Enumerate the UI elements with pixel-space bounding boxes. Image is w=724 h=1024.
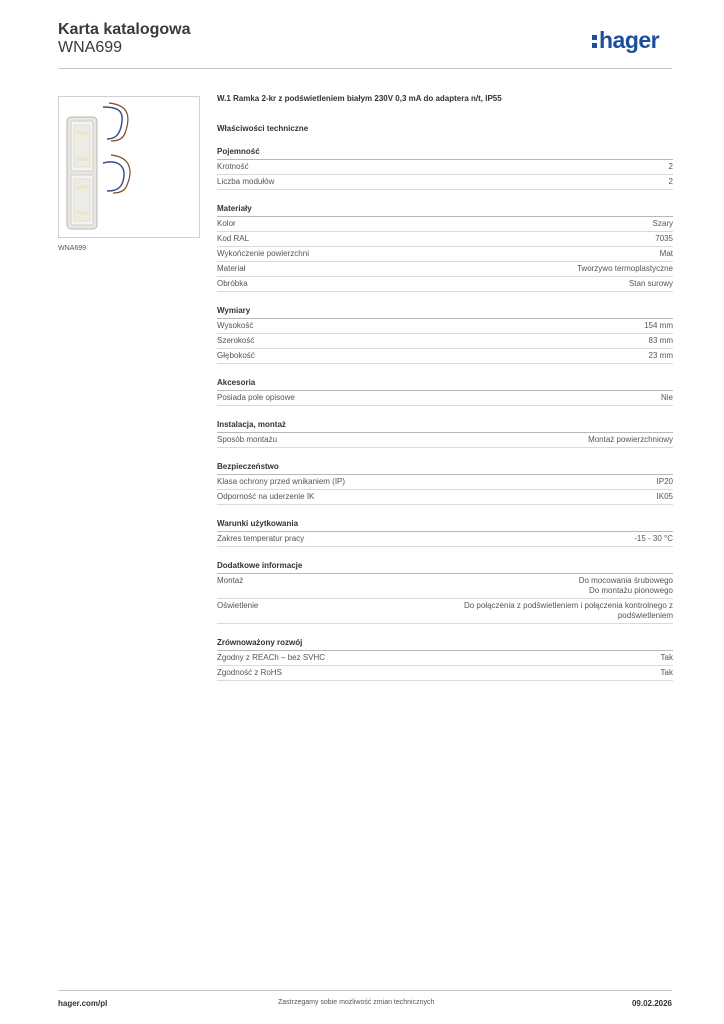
spec-value xyxy=(661,393,673,403)
spec-section xyxy=(217,560,673,624)
spec-row xyxy=(217,349,673,364)
spec-sections xyxy=(217,146,673,681)
product-image xyxy=(58,96,200,238)
section-heading: Materiały xyxy=(217,203,673,217)
spec-label: Kolor xyxy=(217,219,236,228)
spec-row xyxy=(217,217,673,232)
spec-row xyxy=(217,651,673,666)
spec-label: Wysokość xyxy=(217,321,254,330)
spec-section xyxy=(217,305,673,364)
spec-value xyxy=(661,653,673,663)
spec-section xyxy=(217,518,673,547)
section-heading: Pojemność xyxy=(217,146,673,160)
header-product-code: WNA699 xyxy=(58,39,123,56)
spec-label: Wykończenie powierzchni xyxy=(217,249,309,258)
spec-value xyxy=(649,351,673,361)
spec-label: Kod RAL xyxy=(217,234,250,243)
spec-section xyxy=(217,637,673,681)
spec-value xyxy=(579,576,673,596)
spec-value-line: -15 - 30 °C xyxy=(634,534,673,543)
spec-value-line: Tworzywo termoplastyczne xyxy=(576,264,673,273)
section-heading: Instalacja, montaż xyxy=(217,419,673,433)
spec-value-line: 2 xyxy=(668,177,673,186)
section-heading: Dodatkowe informacje xyxy=(217,560,673,574)
spec-value xyxy=(655,234,673,244)
spec-section xyxy=(217,419,673,448)
spec-value-line: Szary xyxy=(652,219,673,228)
spec-value-line: Do mocowania śrubowego xyxy=(578,576,673,585)
section-heading: Warunki użytkowania xyxy=(217,518,673,532)
spec-label: Zgodny z REACh – bez SVHC xyxy=(217,653,326,662)
spec-value xyxy=(634,534,673,544)
spec-value xyxy=(644,321,673,331)
spec-row xyxy=(217,532,673,547)
section-heading: Bezpieczeństwo xyxy=(217,461,673,475)
section-heading: Wymiary xyxy=(217,305,673,319)
tech-heading: Właściwości techniczne xyxy=(217,124,309,133)
spec-value-line: Do połączenia z podświetleniem i połączenia kontrolnego z xyxy=(463,601,673,610)
spec-row xyxy=(217,391,673,406)
spec-row xyxy=(217,160,673,175)
spec-value-line: Mat xyxy=(659,249,673,258)
spec-row xyxy=(217,319,673,334)
spec-value xyxy=(649,336,673,346)
product-title: W.1 Ramka 2-kr z podświetleniem białym 230V 0,3 mA do adaptera n/t, IP55 xyxy=(217,94,502,103)
footer-website[interactable]: hager.com/pl xyxy=(58,999,108,1008)
spec-value-line: Nie xyxy=(660,393,673,402)
spec-value xyxy=(629,279,673,289)
spec-label: Klasa ochrony przed wnikaniem (IP) xyxy=(217,477,346,486)
logo-dots-icon xyxy=(592,31,598,49)
spec-value xyxy=(669,162,673,172)
spec-value-line: Montaż powierzchniowy xyxy=(588,435,673,444)
spec-label: Montaż xyxy=(217,576,244,585)
spec-value-line: Tak xyxy=(660,653,673,662)
spec-value xyxy=(657,492,673,502)
spec-label: Materiał xyxy=(217,264,246,273)
spec-value-line: podświetleniem xyxy=(617,611,673,620)
hager-logo xyxy=(592,27,659,54)
spec-value-line: IK05 xyxy=(656,492,673,501)
footer-divider xyxy=(58,990,672,991)
spec-value xyxy=(588,435,673,445)
section-heading: Zrównoważony rozwój xyxy=(217,637,673,651)
spec-value xyxy=(464,601,673,621)
spec-section xyxy=(217,461,673,505)
section-heading: Akcesoria xyxy=(217,377,673,391)
spec-row xyxy=(217,433,673,448)
spec-row xyxy=(217,175,673,190)
logo-text: hager xyxy=(599,27,660,53)
frame-product-icon xyxy=(59,97,199,237)
spec-row xyxy=(217,334,673,349)
spec-label: Obróbka xyxy=(217,279,248,288)
spec-value xyxy=(669,177,673,187)
footer-disclaimer: Zastrzegamy sobie możliwość zmian technicznych xyxy=(278,999,435,1006)
spec-row xyxy=(217,262,673,277)
spec-value xyxy=(661,668,673,678)
spec-value-line: 83 mm xyxy=(648,336,673,345)
spec-value xyxy=(653,219,673,229)
spec-row xyxy=(217,277,673,292)
spec-row xyxy=(217,574,673,599)
spec-label: Odporność na uderzenie IK xyxy=(217,492,315,501)
spec-value-line: Tak xyxy=(660,668,673,677)
spec-row xyxy=(217,475,673,490)
spec-section xyxy=(217,203,673,292)
spec-row xyxy=(217,666,673,681)
spec-row xyxy=(217,490,673,505)
spec-row xyxy=(217,247,673,262)
spec-label: Szerokość xyxy=(217,336,255,345)
spec-value xyxy=(660,249,673,259)
spec-section xyxy=(217,146,673,190)
spec-value xyxy=(657,477,673,487)
image-caption: WNA699 xyxy=(58,245,87,252)
footer-date: 09.02.2026 xyxy=(631,999,672,1008)
spec-section xyxy=(217,377,673,406)
spec-value-line: 23 mm xyxy=(648,351,673,360)
spec-value-line: Do montażu pionowego xyxy=(588,586,673,595)
header-title: Karta katalogowa xyxy=(58,21,191,38)
spec-value xyxy=(577,264,673,274)
spec-value-line: 2 xyxy=(668,162,673,171)
spec-row xyxy=(217,232,673,247)
spec-label: Zakres temperatur pracy xyxy=(217,534,305,543)
spec-value-line: IP20 xyxy=(656,477,673,486)
spec-content xyxy=(217,94,673,694)
spec-label: Posiada pole opisowe xyxy=(217,393,295,402)
spec-label: Liczba modułów xyxy=(217,177,275,186)
header-divider xyxy=(58,68,672,69)
spec-label: Sposób montażu xyxy=(217,435,278,444)
spec-value-line: Stan surowy xyxy=(628,279,673,288)
spec-label: Zgodność z RoHS xyxy=(217,668,282,677)
spec-label: Głębokość xyxy=(217,351,255,360)
spec-value-line: 154 mm xyxy=(644,321,673,330)
spec-row xyxy=(217,599,673,624)
spec-value-line: 7035 xyxy=(655,234,673,243)
spec-label: Oświetlenie xyxy=(217,601,259,610)
spec-label: Krotność xyxy=(217,162,249,171)
